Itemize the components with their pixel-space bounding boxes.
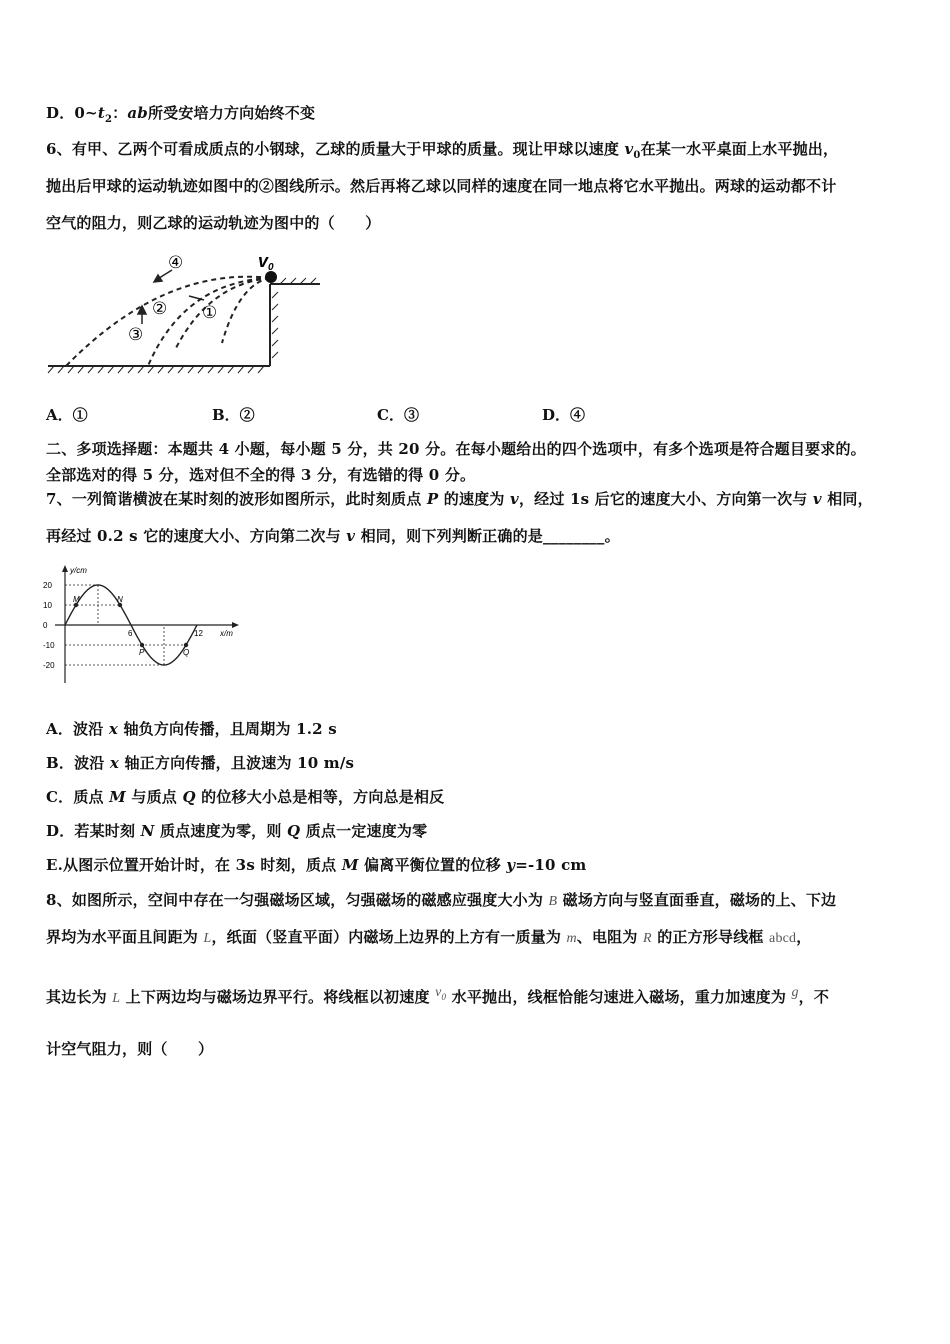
label-4: ④: [168, 253, 184, 272]
q6-line-3: 空气的阻力，则乙球的运动轨迹为图中的（ ）: [46, 214, 381, 232]
point-Q: [184, 643, 188, 647]
label-3: ③: [128, 325, 144, 344]
q6-option-b[interactable]: B．②: [212, 406, 255, 424]
y-tick-label: 20: [43, 581, 52, 590]
section2-line-2: 全部选对的得 5 分，选对但不全的得 3 分，有选错的得 0 分。: [46, 466, 476, 484]
y-tick-label: 0: [43, 621, 48, 630]
trajectory-3: [148, 278, 270, 366]
prev-option-d: D．$0\sim t_2$：ab所受安培力方向始终不变: [46, 104, 316, 125]
label-2: ②: [152, 299, 168, 318]
q8-line-4: 计空气阻力，则（ ）: [46, 1040, 214, 1058]
point-label-P: P: [139, 648, 145, 657]
x-tick-label: 6: [128, 629, 133, 638]
q6-option-c[interactable]: C．③: [377, 406, 419, 424]
q8-line-1: 8、如图所示，空间中存在一匀强磁场区域，匀强磁场的磁感应强度大小为 B 磁场方向与竖直面垂直，磁场的上、下边: [46, 891, 837, 909]
y-tick-label: 10: [43, 601, 52, 610]
point-label-M: M: [73, 595, 80, 604]
wave-graph: [40, 563, 240, 685]
q7-option-e[interactable]: E.从图示位置开始计时，在 3s 时刻，质点 M 偏离平衡位置的位移 y=-10 cm: [46, 856, 587, 874]
q8-line-2: 界均为水平面且间距为 L，纸面（竖直平面）内磁场上边界的上方有一质量为 m、电阻为 R 的正方形导线框 abcd，: [46, 928, 812, 946]
q7-line-1: 7、一列简谐横波在某时刻的波形如图所示，此时刻质点 P 的速度为 v，经过 1s 后它的速度大小、方向第一次与 v 相同，: [46, 490, 873, 508]
trajectory-4: [66, 277, 270, 366]
point-P: [140, 643, 144, 647]
q7-option-b[interactable]: B．波沿 x 轴正方向传播，且波速为 10 m/s: [46, 754, 355, 772]
point-label-N: N: [117, 595, 123, 604]
q8-line-3: 其边长为 L 上下两边均与磁场边界平行。将线框以初速度 $v_0$ 水平抛出，线框恰能匀速进入磁场，重力加速度为 g，不: [46, 985, 830, 1006]
q7-line-2: 再经过 0.2 s 它的速度大小、方向第二次与 v 相同，则下列判断正确的是________。: [46, 527, 620, 545]
section2-line-1: 二、多项选择题：本题共 4 小题，每小题 5 分，共 20 分。在每小题给出的四个选项中，有多个选项是符合题目要求的。: [46, 440, 866, 458]
label-1: ①: [202, 303, 218, 322]
q6-line-2: 抛出后甲球的运动轨迹如图中的②图线所示。然后再将乙球以同样的速度在同一地点将它水平抛出。两球的运动都不计: [46, 177, 837, 195]
q7-option-d[interactable]: D．若某时刻 N 质点速度为零，则 Q 质点一定速度为零: [46, 822, 428, 840]
v0-label: v0: [258, 251, 274, 273]
point-label-Q: Q: [183, 648, 190, 657]
y-tick-label: -10: [43, 641, 55, 650]
projectile-figure: [44, 248, 334, 378]
x-tick-label: 12: [194, 629, 203, 638]
q6-option-a[interactable]: A．①: [46, 406, 88, 424]
y-axis-label: y/cm: [70, 566, 87, 575]
trajectory-1: [222, 278, 270, 343]
q6-line-1: 6、有甲、乙两个可看成质点的小钢球，乙球的质量大于甲球的质量。现让甲球以速度 $v_0$在某一水平桌面上水平抛出，: [46, 140, 839, 161]
q7-option-c[interactable]: C．质点 M 与质点 Q 的位移大小总是相等，方向总是相反: [46, 788, 445, 806]
q6-option-d[interactable]: D．④: [542, 406, 586, 424]
x-axis-label: x/m: [220, 629, 233, 638]
y-tick-label: -20: [43, 661, 55, 670]
q7-option-a[interactable]: A．波沿 x 轴负方向传播，且周期为 1.2 s: [46, 720, 337, 738]
